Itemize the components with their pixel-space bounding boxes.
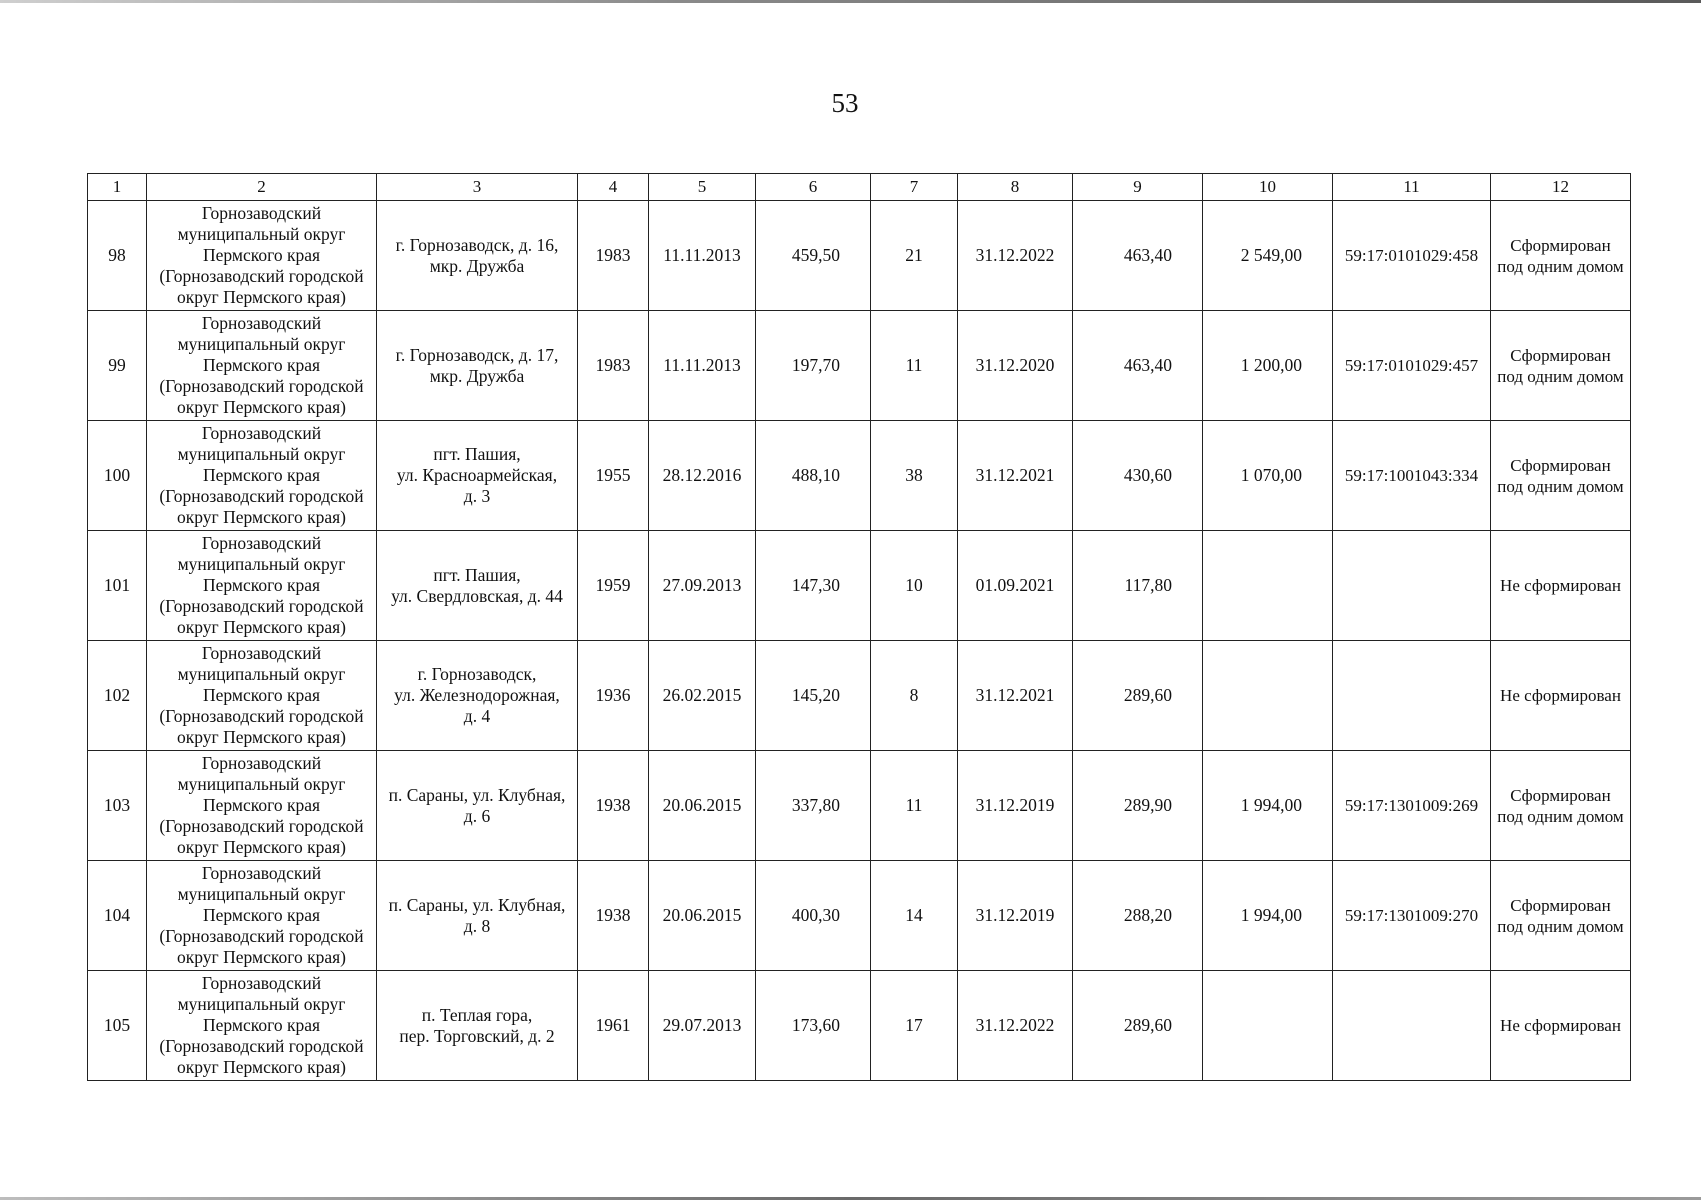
housing-table bbox=[87, 173, 1631, 1081]
municipality-cell bbox=[147, 421, 377, 531]
table-row bbox=[88, 641, 1631, 751]
area-cell: 145,20 bbox=[756, 641, 871, 751]
scan-edge-top bbox=[0, 0, 1701, 3]
row-number-cell: 103 bbox=[88, 751, 147, 861]
column-header: 12 bbox=[1491, 174, 1631, 201]
value10-cell: 1 070,00 bbox=[1203, 421, 1333, 531]
address-cell bbox=[377, 201, 578, 311]
value10-cell bbox=[1203, 971, 1333, 1081]
area-cell: 197,70 bbox=[756, 311, 871, 421]
status-cell bbox=[1491, 971, 1631, 1081]
table-row bbox=[88, 311, 1631, 421]
cadastral-cell: 59:17:1301009:269 bbox=[1333, 751, 1491, 861]
area-cell: 459,50 bbox=[756, 201, 871, 311]
value10-cell bbox=[1203, 641, 1333, 751]
value9-cell: 289,90 bbox=[1073, 751, 1203, 861]
value9-cell: 289,60 bbox=[1073, 641, 1203, 751]
area-cell: 173,60 bbox=[756, 971, 871, 1081]
deadline-cell: 31.12.2019 bbox=[958, 861, 1073, 971]
residents-cell: 21 bbox=[871, 201, 958, 311]
cadastral-cell bbox=[1333, 971, 1491, 1081]
address-text: п. Теплая гора, пер. Торговский, д. 2 bbox=[399, 1004, 555, 1046]
column-header: 2 bbox=[147, 174, 377, 201]
column-header: 6 bbox=[756, 174, 871, 201]
residents-cell: 10 bbox=[871, 531, 958, 641]
table-row bbox=[88, 421, 1631, 531]
status-text: Сформирован под одним домом bbox=[1497, 345, 1624, 386]
residents-cell: 14 bbox=[871, 861, 958, 971]
table-row bbox=[88, 531, 1631, 641]
status-text: Сформирован под одним домом bbox=[1497, 785, 1624, 826]
status-cell bbox=[1491, 641, 1631, 751]
row-number-cell: 101 bbox=[88, 531, 147, 641]
municipality-cell bbox=[147, 751, 377, 861]
year-cell: 1983 bbox=[578, 201, 649, 311]
address-text: г. Горнозаводск, д. 16, мкр. Дружба bbox=[395, 234, 559, 276]
value10-cell: 1 994,00 bbox=[1203, 751, 1333, 861]
deadline-cell: 31.12.2021 bbox=[958, 421, 1073, 531]
municipality-text: Горнозаводский муниципальный округ Пермского края (Горнозаводский городской округ Пермского края) bbox=[159, 753, 364, 857]
status-text: Сформирован под одним домом bbox=[1497, 455, 1624, 496]
area-cell: 337,80 bbox=[756, 751, 871, 861]
address-text: г. Горнозаводск, ул. Железнодорожная, д. 4 bbox=[394, 664, 560, 726]
status-cell bbox=[1491, 201, 1631, 311]
column-header: 11 bbox=[1333, 174, 1491, 201]
municipality-cell bbox=[147, 861, 377, 971]
municipality-cell bbox=[147, 971, 377, 1081]
address-text: пгт. Пашия, ул. Свердловская, д. 44 bbox=[391, 564, 563, 606]
table-header-row bbox=[88, 174, 1631, 201]
status-cell bbox=[1491, 531, 1631, 641]
date-cell: 26.02.2015 bbox=[649, 641, 756, 751]
table-row bbox=[88, 971, 1631, 1081]
cadastral-cell: 59:17:1001043:334 bbox=[1333, 421, 1491, 531]
status-text: Не сформирован bbox=[1500, 1016, 1621, 1035]
column-header: 8 bbox=[958, 174, 1073, 201]
address-text: п. Сараны, ул. Клубная, д. 8 bbox=[388, 894, 566, 936]
value10-cell bbox=[1203, 531, 1333, 641]
municipality-cell bbox=[147, 531, 377, 641]
deadline-cell: 31.12.2021 bbox=[958, 641, 1073, 751]
municipality-text: Горнозаводский муниципальный округ Пермского края (Горнозаводский городской округ Пермского края) bbox=[159, 863, 364, 967]
page-number: 53 bbox=[831, 88, 859, 118]
status-cell bbox=[1491, 311, 1631, 421]
date-cell: 29.07.2013 bbox=[649, 971, 756, 1081]
status-text: Не сформирован bbox=[1500, 686, 1621, 705]
row-number-cell: 100 bbox=[88, 421, 147, 531]
address-cell bbox=[377, 971, 578, 1081]
municipality-cell bbox=[147, 311, 377, 421]
value9-cell: 430,60 bbox=[1073, 421, 1203, 531]
municipality-text: Горнозаводский муниципальный округ Пермского края (Горнозаводский городской округ Пермского края) bbox=[159, 533, 364, 637]
date-cell: 20.06.2015 bbox=[649, 861, 756, 971]
address-cell bbox=[377, 751, 578, 861]
address-cell bbox=[377, 311, 578, 421]
municipality-text: Горнозаводский муниципальный округ Пермского края (Горнозаводский городской округ Пермского края) bbox=[159, 203, 364, 307]
deadline-cell: 31.12.2020 bbox=[958, 311, 1073, 421]
cadastral-cell: 59:17:0101029:457 bbox=[1333, 311, 1491, 421]
area-cell: 488,10 bbox=[756, 421, 871, 531]
year-cell: 1938 bbox=[578, 861, 649, 971]
status-cell bbox=[1491, 751, 1631, 861]
row-number-cell: 104 bbox=[88, 861, 147, 971]
address-cell bbox=[377, 421, 578, 531]
municipality-text: Горнозаводский муниципальный округ Пермского края (Горнозаводский городской округ Пермского края) bbox=[159, 423, 364, 527]
deadline-cell: 31.12.2019 bbox=[958, 751, 1073, 861]
column-header: 7 bbox=[871, 174, 958, 201]
value9-cell: 463,40 bbox=[1073, 311, 1203, 421]
column-header: 3 bbox=[377, 174, 578, 201]
table-row bbox=[88, 201, 1631, 311]
table-row bbox=[88, 751, 1631, 861]
value9-cell: 289,60 bbox=[1073, 971, 1203, 1081]
deadline-cell: 01.09.2021 bbox=[958, 531, 1073, 641]
address-cell bbox=[377, 531, 578, 641]
year-cell: 1983 bbox=[578, 311, 649, 421]
date-cell: 28.12.2016 bbox=[649, 421, 756, 531]
column-header: 4 bbox=[578, 174, 649, 201]
date-cell: 20.06.2015 bbox=[649, 751, 756, 861]
value10-cell: 2 549,00 bbox=[1203, 201, 1333, 311]
address-cell bbox=[377, 641, 578, 751]
row-number-cell: 99 bbox=[88, 311, 147, 421]
municipality-text: Горнозаводский муниципальный округ Пермского края (Горнозаводский городской округ Пермского края) bbox=[159, 643, 364, 747]
date-cell: 11.11.2013 bbox=[649, 311, 756, 421]
year-cell: 1961 bbox=[578, 971, 649, 1081]
municipality-text: Горнозаводский муниципальный округ Пермского края (Горнозаводский городской округ Пермского края) bbox=[159, 973, 364, 1077]
column-header: 9 bbox=[1073, 174, 1203, 201]
column-header: 5 bbox=[649, 174, 756, 201]
municipality-cell bbox=[147, 641, 377, 751]
municipality-cell bbox=[147, 201, 377, 311]
deadline-cell: 31.12.2022 bbox=[958, 971, 1073, 1081]
value9-cell: 463,40 bbox=[1073, 201, 1203, 311]
address-cell bbox=[377, 861, 578, 971]
value10-cell: 1 994,00 bbox=[1203, 861, 1333, 971]
deadline-cell: 31.12.2022 bbox=[958, 201, 1073, 311]
value10-cell: 1 200,00 bbox=[1203, 311, 1333, 421]
year-cell: 1936 bbox=[578, 641, 649, 751]
residents-cell: 38 bbox=[871, 421, 958, 531]
address-text: п. Сараны, ул. Клубная, д. 6 bbox=[388, 784, 566, 826]
row-number-cell: 102 bbox=[88, 641, 147, 751]
status-text: Не сформирован bbox=[1500, 576, 1621, 595]
municipality-text: Горнозаводский муниципальный округ Пермского края (Горнозаводский городской округ Пермского края) bbox=[159, 313, 364, 417]
residents-cell: 11 bbox=[871, 751, 958, 861]
area-cell: 400,30 bbox=[756, 861, 871, 971]
year-cell: 1938 bbox=[578, 751, 649, 861]
date-cell: 11.11.2013 bbox=[649, 201, 756, 311]
cadastral-cell: 59:17:0101029:458 bbox=[1333, 201, 1491, 311]
residents-cell: 8 bbox=[871, 641, 958, 751]
area-cell: 147,30 bbox=[756, 531, 871, 641]
cadastral-cell bbox=[1333, 531, 1491, 641]
residents-cell: 17 bbox=[871, 971, 958, 1081]
column-header: 1 bbox=[88, 174, 147, 201]
status-cell bbox=[1491, 421, 1631, 531]
date-cell: 27.09.2013 bbox=[649, 531, 756, 641]
address-text: г. Горнозаводск, д. 17, мкр. Дружба bbox=[395, 344, 559, 386]
residents-cell: 11 bbox=[871, 311, 958, 421]
value9-cell: 117,80 bbox=[1073, 531, 1203, 641]
status-text: Сформирован под одним домом bbox=[1497, 895, 1624, 936]
year-cell: 1959 bbox=[578, 531, 649, 641]
cadastral-cell: 59:17:1301009:270 bbox=[1333, 861, 1491, 971]
address-text: пгт. Пашия, ул. Красноармейская, д. 3 bbox=[396, 444, 558, 506]
value9-cell: 288,20 bbox=[1073, 861, 1203, 971]
status-cell bbox=[1491, 861, 1631, 971]
status-text: Сформирован под одним домом bbox=[1497, 235, 1624, 276]
column-header: 10 bbox=[1203, 174, 1333, 201]
table-row bbox=[88, 861, 1631, 971]
row-number-cell: 98 bbox=[88, 201, 147, 311]
cadastral-cell bbox=[1333, 641, 1491, 751]
row-number-cell: 105 bbox=[88, 971, 147, 1081]
year-cell: 1955 bbox=[578, 421, 649, 531]
